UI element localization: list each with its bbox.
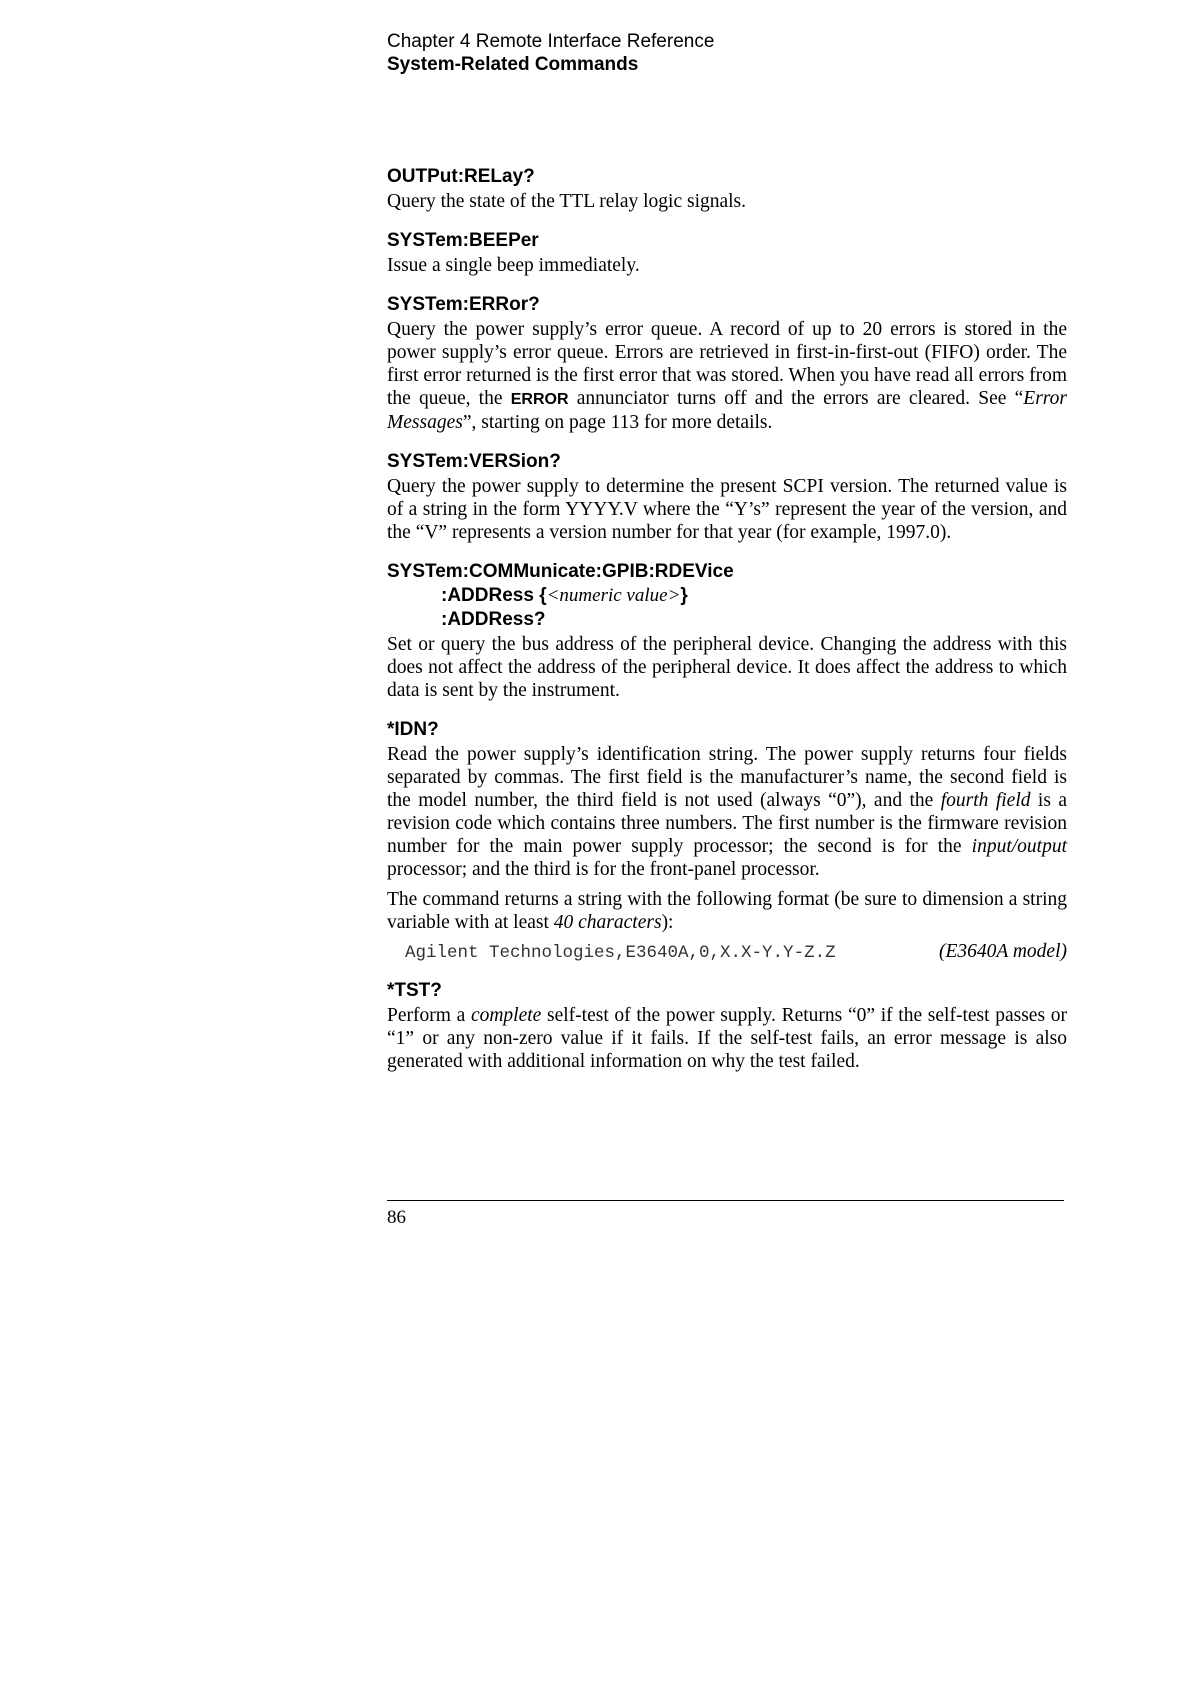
idn-example-string [387,941,1067,963]
page-number: 86 [387,1207,406,1228]
idn-input-output: input/output [971,836,1067,857]
command-idn: *IDN? [387,719,439,740]
command-gpib-description: Set or query the bus address of the peripheral device. Changing the address with this does not affect the address of the peripheral device. It does affect the address to which data is sent by the instrument. [387,634,1067,701]
command-system-beeper-description: Issue a single beep immediately. [387,255,640,276]
error-desc-part-a: Query the power supply’s error queue. A record of up to 20 errors is stored in the power supply’s error queue. Errors are retrieved in first-in-first-out (FIFO) order. The first error returned is the first error that was stored. When you have read all errors from the queue, the [387,319,1067,409]
command-idn-description [387,743,1067,881]
idn-code-sample: Agilent Technologies,E3640A,0,X.X-Y.Y-Z.Z [405,943,836,963]
command-system-error: SYSTem:ERRor? [387,294,540,315]
command-system-error-description [387,318,1067,434]
tst-desc-part-a: Perform a [387,1005,471,1026]
gpib-address-prefix: :ADDRess { [441,585,547,606]
idn-format-part-a: The command returns a string with the following format (be sure to dimension a string variable with at least [387,889,1067,933]
tst-complete: complete [470,1005,542,1026]
command-system-version: SYSTem:VERSion? [387,451,561,472]
command-gpib-address-query: :ADDRess? [441,609,546,630]
gpib-address-suffix: } [680,585,688,606]
idn-desc-part-a: Read the power supply’s identification string. The power supply returns four fields separated by commas. The first field is the manufacturer’s name, the second field is the model number, the third field is not used (always “0”), and the [387,744,1067,811]
idn-fourth-field: fourth field [940,790,1031,811]
error-desc-part-c: ”, starting on page 113 for more details. [462,412,773,433]
error-annunciator-label: ERROR [510,391,569,408]
idn-desc-part-c: processor; and the third is for the front-panel processor. [387,859,820,880]
chapter-heading: Chapter 4 Remote Interface Reference [387,31,715,52]
command-gpib-rdevice: SYSTem:COMMunicate:GPIB:RDEVice [387,561,734,582]
command-idn-format-description [387,888,1067,934]
tst-desc-part-b: self-test of the power supply. Returns “0” if the self-test passes or “1” or any non-zero value if it fails. If the self-test fails, an error message is also generated with additional information on why the test failed. [387,1005,1067,1072]
command-output-relay-description: Query the state of the TTL relay logic signals. [387,191,747,212]
command-system-beeper: SYSTem:BEEPer [387,230,539,251]
gpib-address-parameter: <numeric value> [546,585,681,606]
command-tst-description [387,1004,1067,1073]
page-footer [387,1200,1064,1229]
idn-model-note: (E3640A model) [939,941,1067,962]
command-tst: *TST? [387,980,442,1001]
idn-forty-characters: 40 characters [553,912,662,933]
document-body [387,166,1067,1073]
section-heading: System-Related Commands [387,54,639,75]
document-page [387,30,1067,1090]
command-output-relay: OUTPut:RELay? [387,166,535,187]
idn-desc-part-b: is a revision code which contains three numbers. The first number is the firmware revision number for the main power supply processor; the second is for the [387,790,1067,857]
error-desc-part-b: annunciator turns off and the errors are cleared. See “ [568,388,1024,409]
error-messages-reference: Error Messages [387,388,1067,433]
idn-format-part-b: ): [661,912,674,933]
command-system-version-description: Query the power supply to determine the present SCPI version. The returned value is of a string in the form YYYY.V where the “Y’s” represent the year of the version, and the “V” represents a version number for that year (for example, 1997.0). [387,476,1067,543]
footer-rule [387,1200,1064,1201]
command-gpib-address-set [387,585,1067,607]
